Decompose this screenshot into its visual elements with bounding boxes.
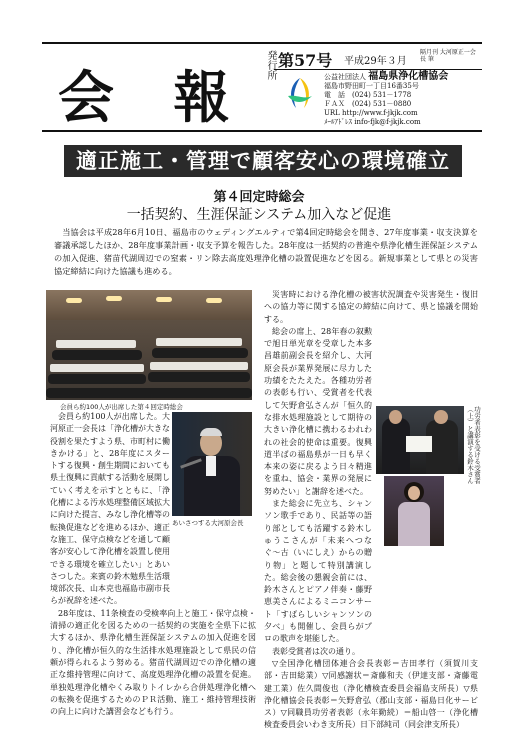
chairman-photo-caption: あいさつする大河原会長 xyxy=(172,519,244,527)
body-paragraph: 表彰受賞者は次の通り。 xyxy=(272,646,360,656)
left-column xyxy=(50,411,256,718)
meeting-hall-photo xyxy=(46,290,252,400)
publisher-label: 発行所 xyxy=(265,50,276,80)
award-ceremony-photo xyxy=(376,406,464,474)
subheadline-secondary: 一括契約、生涯保証システム加入など促進 xyxy=(126,207,392,223)
org-prefix: 公益社団法人 xyxy=(324,73,366,81)
organization-info xyxy=(324,72,484,127)
award-photo-caption: 功労者表彰を受ける受賞者（上）と講演する鈴木さん xyxy=(466,406,481,484)
subheadline: 第４回定時総会 xyxy=(213,190,305,205)
lead-paragraph: 当協会は平成28年6月10日、福島市のウェディングエルティで第4回定時総会を開き、27年度事業・収支決算を審議承認したほか、28年度事業計画・収支予算を報告した。28年度は一括契約の普進や県浄化槽生涯保証システムの加入促進、猪苗代湖周辺での窒素・リン除去高度処理浄化槽の設置促進などを図る。新規事業として県との災害協定締結に向けた協議も進める。 xyxy=(54,227,478,276)
association-logo-icon xyxy=(282,74,318,112)
org-name: 福島県浄化槽協会 xyxy=(368,71,449,82)
org-fax: ＦＡＸ (024) 531－0880 xyxy=(324,100,412,108)
issue-date: 平成29年３月 xyxy=(344,56,407,67)
newsletter-title: 会 報 xyxy=(58,65,250,131)
body-paragraph: また総会に先立ち、シャンソン歌手であり、民話等の語り部としても活躍する鈴木しゅうこさんが「未来へつなぐ〜古（いにしえ）からの贈り物」と題して特別講演した。総会後の懇親会前には、鈴木さんとピアノ伴奏・藤野恵美さんによるミニコンサート「すばらしいシャンソンの夕べ」も開催し、会員らがプロの歌声を堪能した。 xyxy=(264,499,372,644)
org-address: 福島市野田町一丁目16番35号 xyxy=(324,82,419,90)
body-paragraph: 28年度は、11条検査の受検率向上と施工・保守点検・清掃の適正化を図るための一括契約の実施を全県下に拡大するほか、県浄化槽生涯保証システムの加入促進を図り、浄化槽が恒久的な生活排水処理施設として県民の信頼が得られるよう努める。猪苗代湖周辺での浄化槽の適正な維持管理に向けて、高度処理浄化槽の設置を促進。単独処理浄化槽やくみ取りトイレから合併処理浄化槽への転換を促進するためのＰＲ活動、施工・維持管理技術の向上に向けた講習会なども行う。 xyxy=(50,608,256,717)
issue-note: 隔月刊 大河原正一会長 筆 xyxy=(420,49,476,63)
masthead xyxy=(42,42,482,132)
headline-banner: 適正施工・管理で顧客安心の環境確立 xyxy=(64,145,462,177)
org-tel: 電 話 (024) 531－1778 xyxy=(324,91,412,99)
hall-photo-caption: 会員ら約100人が出席した第４回定時総会 xyxy=(60,403,183,411)
body-paragraph: 災害時における浄化槽の被害状況調査や災害発生・復旧への協力等に関する協定の締結に向けて、県と協議を開始する。 xyxy=(264,290,478,324)
issue-box xyxy=(274,48,482,70)
body-paragraph: 会員ら約100人が出席した。大河原正一会長は「浄化槽が大きな役割を果たすよう県、市町村に働きかける」と、28年度にスタートする復興・創生期間においても県土復興に貢献する活動を展開していく考えを示すとともに、「浄化槽による汚水処理整備区域拡大に向けた提言、みなし浄化槽等の転換促進などを進めるほか、適正な施工、保守点検などを通して顧客が安心して浄化槽を設置し使用できる環境を確立したい」とあいさつした。来賓の鈴木勉県生活環境部次長、山本克也福島市副市長らが祝辞を述べた。 xyxy=(50,412,170,606)
award-list: ▽全国浄化槽団体連合会長表彰＝吉田孝行（須賀川支部・吉田総業）▽同感謝状＝斎藤和夫（伊達支部・斎藤電建工業）佐久間俊也（浄化槽検査委員会福島支所長）▽県浄化槽協会長表彰＝矢野倉弘（郡山支部・福島日化サービス）▽同職員功労者表彰（永年勤続）＝船山啓一（浄化槽検査委員会いわき支所長）日下部純司（同会津支所長） xyxy=(264,658,478,730)
org-url[interactable]: URL http://www.f-jkjk.com xyxy=(324,109,418,117)
issue-number: 第57号 xyxy=(278,51,333,70)
singer-photo xyxy=(384,476,444,546)
right-column xyxy=(264,289,481,732)
body-paragraph: 総会の席上、28年春の叙勲で旭日単光章を受章した本多昌雄前副会長を紹介し、大河原会長が業界発展に尽力した功績をたたえた。各種功労者の表彰も行い、受賞者を代表して矢野倉弘さんが「恒久的な排水処理施設として期待の大きい浄化槽に携わるわれわれの社会的使命は重要。復興道半ばの福島県が一日も早く本来の姿に戻るよう日々精進を重ね、協会・業界の発展に努めたい」と謝辞を述べた。 xyxy=(264,326,372,496)
org-email[interactable]: ﾒｰﾙｱﾄﾞﾚｽ info-fjk@f-jkjk.com xyxy=(324,118,421,126)
